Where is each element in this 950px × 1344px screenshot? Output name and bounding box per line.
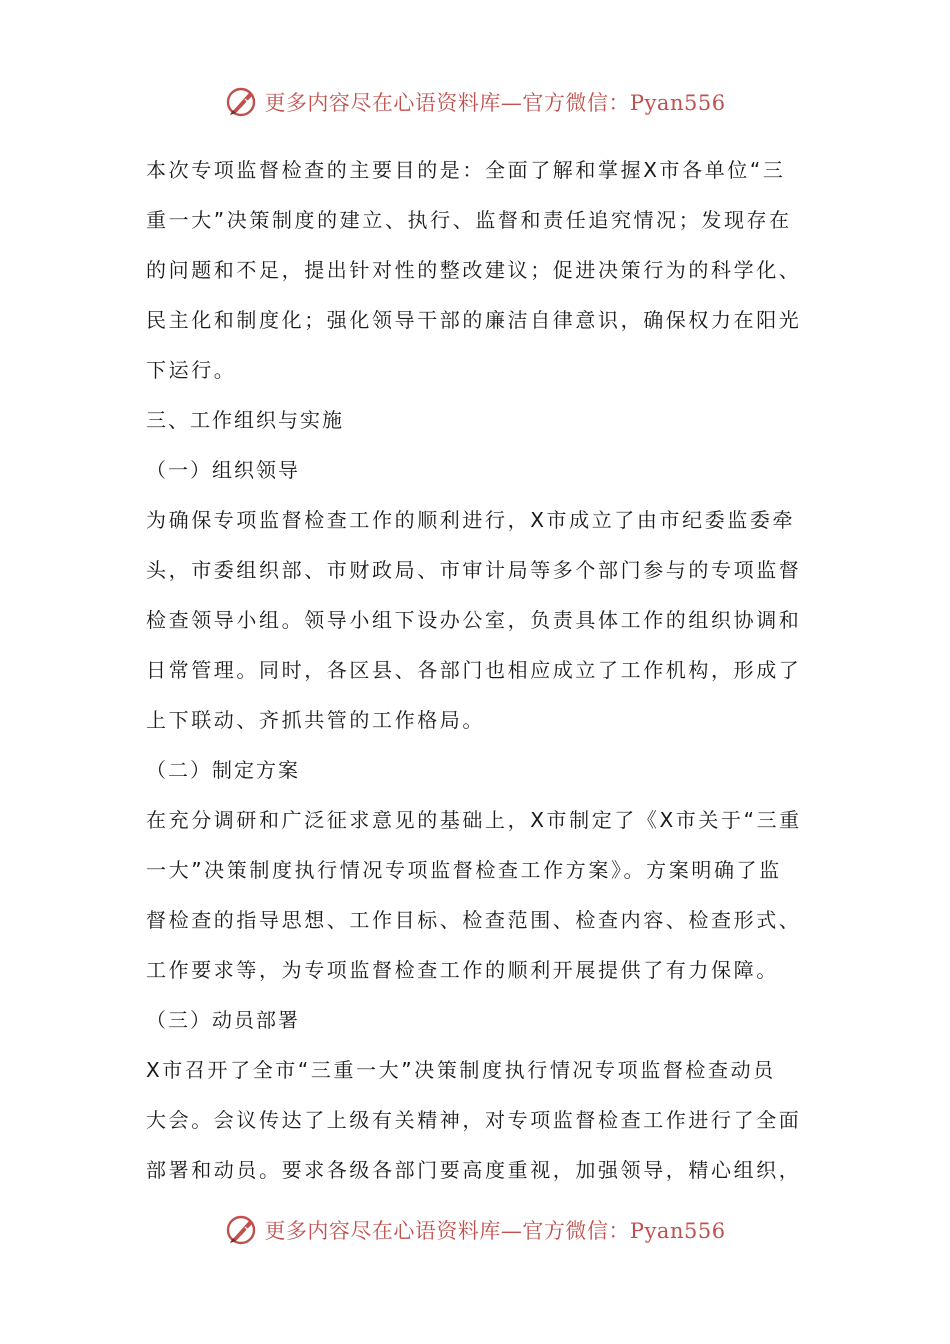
text-line: 工作要求等，为专项监督检查工作的顺利开展提供了有力保障。	[146, 958, 779, 982]
text-line: 头，市委组织部、市财政局、市审计局等多个部门参与的专项监督	[146, 558, 802, 582]
header-watermark	[0, 82, 950, 122]
text-line: 上下联动、齐抓共管的工作格局。	[146, 708, 485, 732]
text-line: 在充分调研和广泛征求意见的基础上，X市制定了《X市关于“三重	[146, 808, 802, 832]
text-line: 日常管理。同时，各区县、各部门也相应成立了工作机构，形成了	[146, 658, 802, 682]
watermark-text: 更多内容尽在心语资料库—官方微信：Pyan556	[264, 91, 726, 115]
text-line: 督检查的指导思想、工作目标、检查范围、检查内容、检查形式、	[146, 908, 802, 932]
subsection-heading: （二）制定方案	[146, 758, 300, 782]
text-line: 为确保专项监督检查工作的顺利进行，X市成立了由市纪委监委牵	[146, 508, 796, 532]
pen-logo-icon	[224, 1213, 258, 1247]
subsection-heading: （三）动员部署	[146, 1008, 300, 1032]
pen-logo-icon	[224, 85, 258, 119]
section-heading: 三、工作组织与实施	[146, 408, 344, 432]
text-line: 重一大”决策制度的建立、执行、监督和责任追究情况；发现存在	[146, 208, 792, 232]
text-line: 民主化和制度化；强化领导干部的廉洁自律意识，确保权力在阳光	[146, 308, 802, 332]
document-body	[146, 145, 808, 1195]
text-line: X市召开了全市“三重一大”决策制度执行情况专项监督检查动员	[146, 1058, 776, 1082]
text-line: 部署和动员。要求各级各部门要高度重视，加强领导，精心组织，	[146, 1158, 802, 1182]
text-line: 检查领导小组。领导小组下设办公室，负责具体工作的组织协调和	[146, 608, 802, 632]
text-line: 的问题和不足，提出针对性的整改建议；促进决策行为的科学化、	[146, 258, 802, 282]
text-line: 本次专项监督检查的主要目的是：全面了解和掌握X市各单位“三	[146, 158, 786, 182]
text-line: 大会。会议传达了上级有关精神，对专项监督检查工作进行了全面	[146, 1108, 802, 1132]
footer-watermark	[0, 1210, 950, 1250]
text-line: 下运行。	[146, 358, 237, 382]
text-line: 一大”决策制度执行情况专项监督检查工作方案》。方案明确了监	[146, 858, 782, 882]
watermark-text: 更多内容尽在心语资料库—官方微信：Pyan556	[264, 1219, 726, 1243]
subsection-heading: （一）组织领导	[146, 458, 300, 482]
